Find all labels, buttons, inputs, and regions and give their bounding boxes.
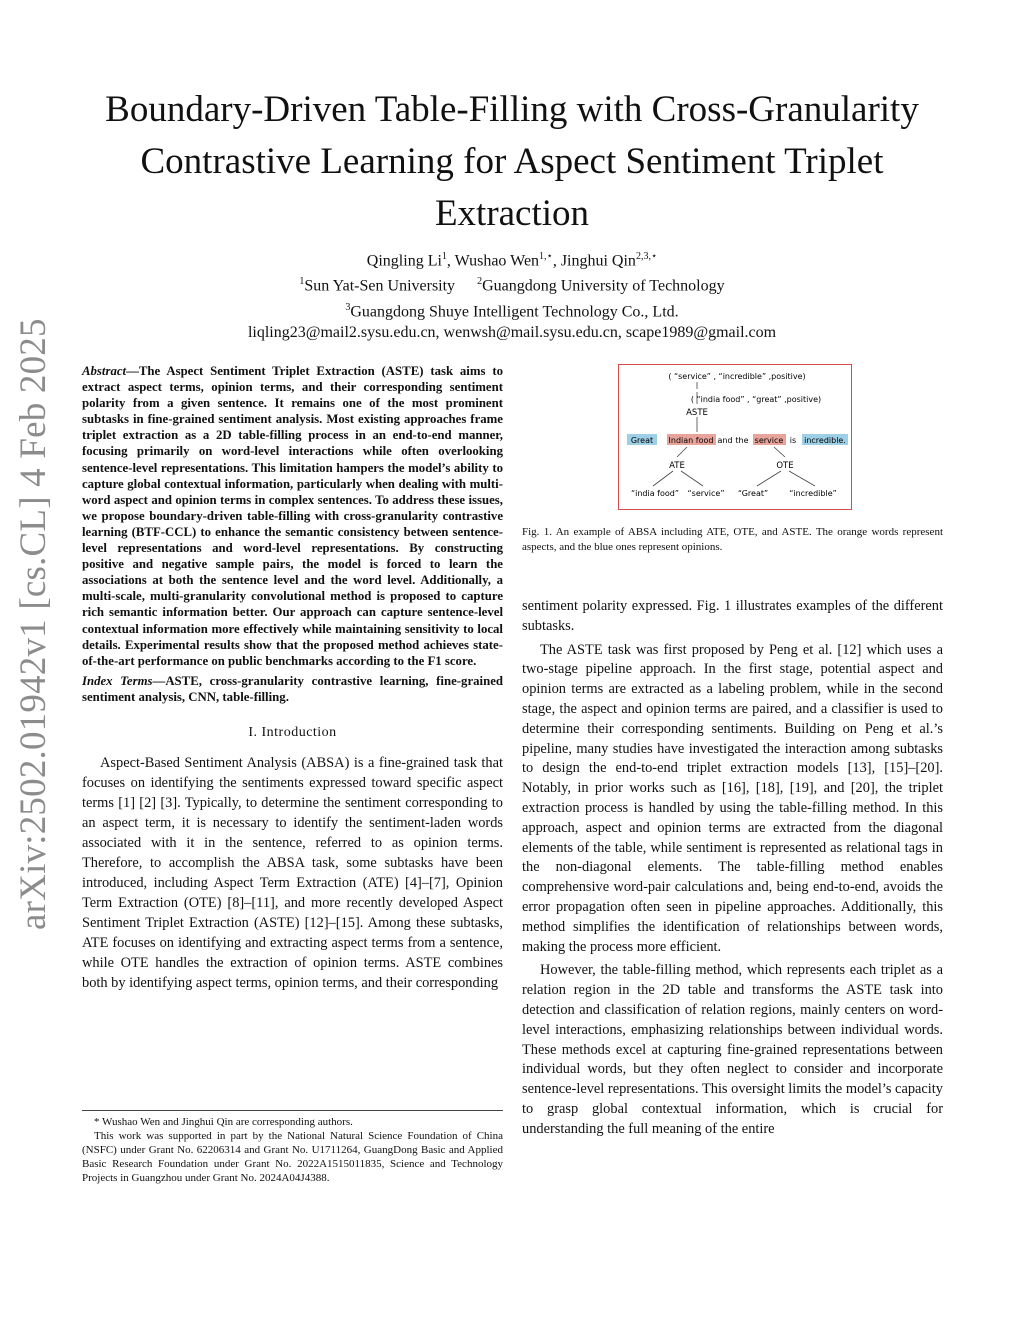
abstract [82,363,503,669]
affil-mark: 1 [299,276,305,288]
ate-output: “india food” [630,489,680,498]
ate-output: “service” [687,489,725,498]
aste-label: ASTE [686,408,708,418]
index-terms-text: —ASTE, cross-granularity contrastive learning, fine-grained sentiment analysis, CNN, table-filling. [82,673,503,704]
arxiv-stamp: arXiv:2502.01942v1 [cs.CL] 4 Feb 2025 [13,318,54,930]
figure-1 [618,364,852,510]
figure-caption: Fig. 1. An example of ABSA including ATE, OTE, and ASTE. The orange words represent aspects, and the blue ones represent opinions. [522,526,943,553]
affiliation: Guangdong Shuye Intelligent Technology Co., Ltd. [350,302,679,320]
affil-mark: 2 [477,276,483,288]
ote-label: OTE [776,461,794,471]
connector [681,471,703,486]
author-name: Jinghui Qin [560,252,636,270]
ote-output: “incredible” [789,489,837,498]
author-block [100,246,924,343]
connector [774,447,785,457]
affiliations-line [100,271,924,296]
connector [757,471,781,486]
footnote-funding: This work was supported in part by the National Natural Science Foundation of China (NSFC) under Grant No. 62206314 and Grant No. U1711264, GuangDong Basic and Applied Basic Research Foundation under Grant No. 2022A1515011835, Science and Technology Projects in Guangzhou under Grant No. 2024A04J4388. [82,1130,503,1184]
index-terms [82,673,503,705]
author-names: Qingling Li$^1$, Wushao Wen$^{1,⋆}$, Jinghui Qin$^{2,3,⋆}$ [366,251,658,270]
ate-label: ATE [669,461,685,471]
sentence-word: the [735,436,749,445]
abstract-lead: Abstract [82,364,127,378]
sentence-word: is [789,436,797,445]
sentence-word: Indian food [668,436,714,445]
affiliations-line [100,297,924,322]
connector [677,447,687,457]
author-name: Qingling Li [366,252,442,270]
triplet-1: ( “service” , “incredible” ,positive) [668,372,806,381]
author-affil-mark: 2,3,⋆ [635,251,658,262]
figure-1-diagram [619,365,850,508]
footnote-corresponding: * Wushao Wen and Jinghui Qin are corresponding authors. [94,1116,353,1128]
abstract-text: —The Aspect Sentiment Triplet Extraction (ASTE) task aims to extract aspect terms, opinion terms, and their corresponding sentiment polarity from a given sentence. It remains one of the most prominent subtasks in fine-grained sentiment analysis. Most existing approaches frame triplet extraction as a 2D table-filling process in an end-to-end manner, focusing primarily on word-level interactions while often overlooking sentence-level representations. This limitation hampers the model’s ability to capture global contextual information, particularly when dealing with multi-word aspect and opinion terms in complex sentences. To address these issues, we propose boundary-driven table-filling with cross-granularity contrastive learning (BTF-CCL) to enhance the semantic consistency between sentence-level representations and word-level representations. By constructing positive and negative sample pairs, the model is forced to learn the associations at both the sentence level and the word level. Additionally, a multi-scale, multi-granularity convolutional method is proposed to capture rich semantic information better. Our approach can capture sentence-level contextual information more effectively while maintaining sensitivity to local details. Experimental results show that the proposed method achieves state-of-the-art performance on public benchmarks according to the F1 score. [82,364,503,668]
right-column [522,597,943,1144]
index-terms-lead: Index Terms [82,673,153,688]
sentence-word: Great [630,436,654,445]
section-heading: I. Introduction [248,724,337,740]
affil-mark: 3 [345,301,351,313]
author-affil-mark: 1 [441,251,447,262]
sentence-word: service [754,436,784,445]
paper-title: Boundary-Driven Table-Filling with Cross-Granularity Contrastive Learning for Aspect Sentiment Triplet Extraction [105,89,919,234]
body-paragraph: sentiment polarity expressed. Fig. 1 illustrates examples of the different subtasks. [522,598,943,634]
body-paragraph: The ASTE task was first proposed by Peng et al. [12] which uses a two-stage pipeline approach. In the first stage, potential aspect and opinion terms are extracted as a labeling problem, while in the second stage, the aspect and opinion terms are paired, and a classifier is used to determine their corresponding sentiments. Building on Peng et al.’s pipeline, many studies have investigated the interaction among subtasks to design the end-to-end triplet extraction models [13], [15]–[20]. Notably, in prior works such as [16], [18], [19], and [20], the triplet extraction process is handled by using the table-filling method. In this approach, aspect and opinion terms are extracted from the diagonal elements of the table, while sentiment is represented as relational tags in the non-diagonal elements. The table-filling method enables comprehensive word-pair calculations and, being end-to-end, avoids the error propagation often seen in pipeline approaches. Additionally, this method simplifies the identification of relationships between words, making the process more efficient. [522,641,943,955]
affiliation: Sun Yat-Sen University [304,277,456,295]
connector [653,471,673,486]
connector [789,471,815,486]
ote-output: “Great” [737,489,769,498]
affiliation: Guangdong University of Technology [482,277,725,295]
author-name: Wushao Wen [454,252,540,270]
left-column [82,363,503,993]
sentence-word: incredible. [804,436,846,445]
intro-paragraph: Aspect-Based Sentiment Analysis (ABSA) is a fine-grained task that focuses on identifying the sentiments expressed toward specific aspect terms [1] [2] [3]. Typically, to determine the sentiment corresponding to an aspect term, it is necessary to identify the sentiment-laden words associated with it in the sentence, referred to as opinion terms. Therefore, to accomplish the ABSA task, some subtasks have been introduced, including Aspect Term Extraction (ATE) [4]–[7], Opinion Term Extraction (OTE) [8]–[11], and more recently developed Aspect Sentiment Triplet Extraction (ASTE) [12]–[15]. Among these subtasks, ATE focuses on identifying and extracting aspect terms from a sentence, while OTE handles the extraction of opinion terms. ASTE combines both by identifying aspect terms, opinion terms, and their corresponding [82,754,503,991]
author-affil-mark: 1,⋆ [539,251,553,262]
body-paragraph: However, the table-filling method, which represents each triplet as a relation region in the 2D table and transforms the ASTE task into detection and classification of relation regions, mainly centers on word-level interactions, emphasizing relationships between individual words. These methods excel at capturing fine-grained representations between individual words, but they often neglect to consider and incorporate sentence-level representations. This oversight limits the model’s capacity to grasp global contextual information, which is crucial for understanding the full meaning of the entire [522,962,943,1137]
author-emails: liqling23@mail2.sysu.edu.cn, wenwsh@mail.sysu.edu.cn, scape1989@gmail.com [247,323,777,341]
triplet-2: ( “india food” , “great” ,positive) [690,395,822,404]
sentence-word: and [717,436,733,445]
footnotes [82,1110,503,1185]
